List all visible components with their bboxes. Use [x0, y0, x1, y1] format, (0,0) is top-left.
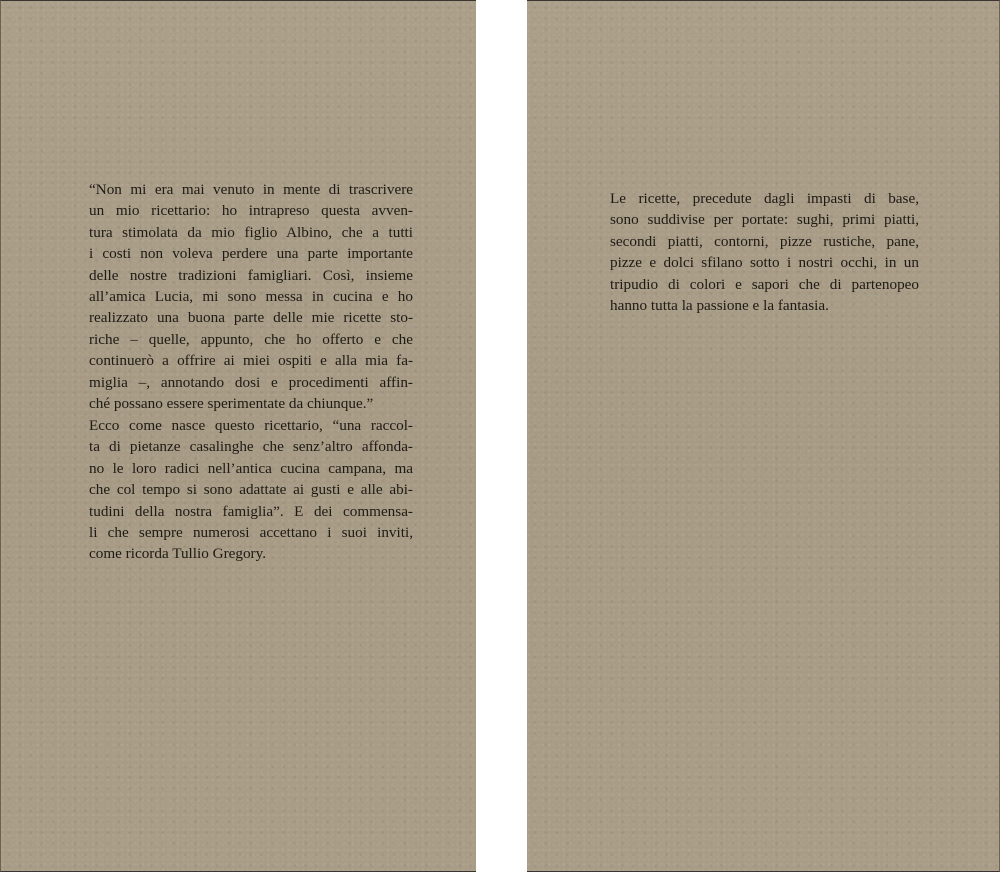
text-line: realizzato una buona parte delle mie ricette sto-	[89, 309, 413, 327]
text-line: un mio ricettario: ho intrapreso questa avven-	[89, 202, 413, 220]
text-line: secondi piatti, contorni, pizze rustiche, pane,	[610, 232, 919, 250]
text-line: miglia –, annotando dosi e procedimenti affin-	[89, 373, 413, 391]
text-line: i costi non voleva perdere una parte importante	[89, 245, 413, 263]
text-line: sono suddivise per portate: sughi, primi piatti,	[610, 211, 919, 229]
text-line: che col tempo si sono adattate ai gusti e alle abi-	[89, 481, 413, 499]
text-line: Ecco come nasce questo ricettario, “una raccol-	[89, 417, 413, 434]
text-line: riche – quelle, appunto, che ho offerto e che	[89, 330, 413, 348]
text-line: pizze e dolci sfilano sotto i nostri occhi, in un	[610, 254, 919, 272]
recipes-description-paragraph	[610, 188, 919, 316]
text-line: come ricorda Tullio Gregory.	[89, 545, 267, 563]
text-line: continuerò a offrire ai miei ospiti e alla mia fa-	[89, 352, 413, 370]
text-line: tudini della nostra famiglia”. E dei commensa-	[89, 502, 413, 520]
text-line: all’amica Lucia, mi sono messa in cucina e ho	[89, 288, 413, 306]
text-line: tura stimolata da mio figlio Albino, che a tutti	[89, 223, 413, 241]
right-page	[527, 0, 1000, 872]
intro-quote-paragraph	[89, 179, 413, 414]
text-line: delle nostre tradizioni famigliari. Così, insieme	[89, 266, 413, 284]
text-line: tripudio di colori e sapori che di partenopeo	[610, 275, 919, 293]
text-line: ta di pietanze casalinghe che senz’altro affonda-	[89, 438, 413, 456]
text-line: hanno tutta la passione e la fantasia.	[610, 297, 829, 315]
left-page	[0, 0, 476, 872]
text-line: li che sempre numerosi accettano i suoi inviti,	[89, 524, 413, 542]
text-line: Le ricette, precedute dagli impasti di base,	[610, 190, 919, 207]
text-line: no le loro radici nell’antica cucina campana, ma	[89, 459, 413, 477]
text-line: ché possano essere sperimentate da chiunque.”	[89, 395, 374, 413]
text-line: “Non mi era mai venuto in mente di trascrivere	[89, 181, 413, 198]
origin-paragraph	[89, 415, 413, 565]
